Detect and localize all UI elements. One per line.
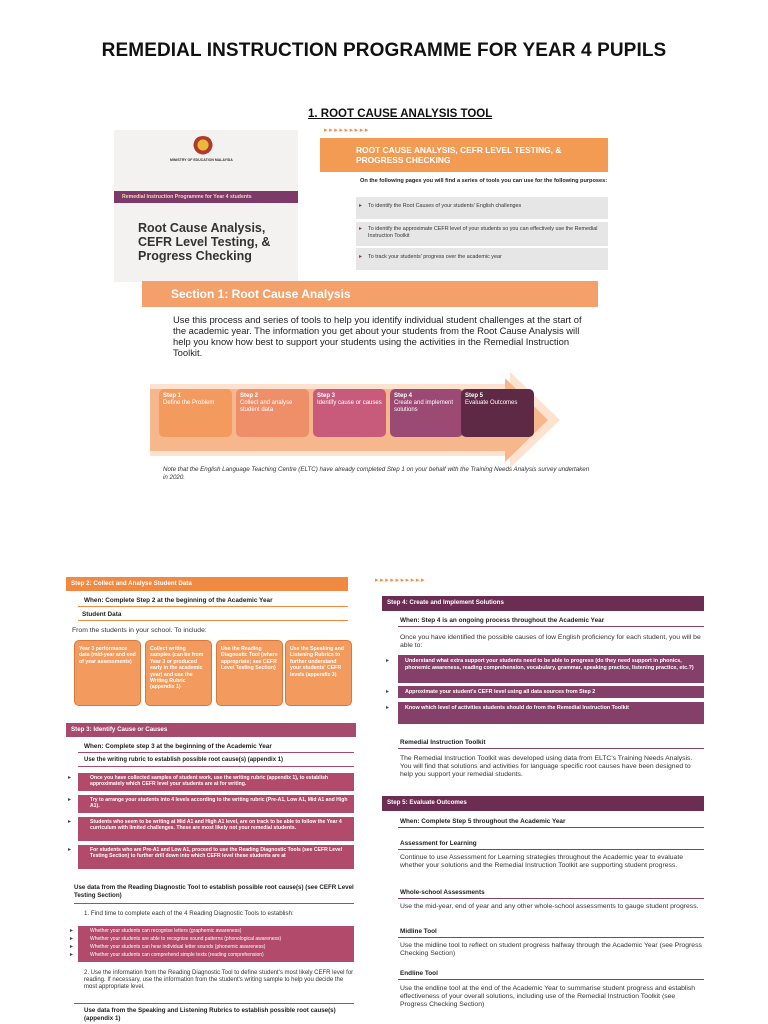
purposes-intro: On the following pages you will find a series of tools you can use for the following purposes: [360,178,608,184]
process-steps [150,372,560,468]
reading-item: ▸ Whether your students are able to recognise sound patterns (phonological awareness) [90,936,281,942]
assessment-text: Continue to use Assessment for Learning strategies throughout the Academic year to evaluate whether your solutions and the Remedial Instruction Toolkit are supporting student progress. [400,854,683,869]
step-3: Step 3 Identify cause or causes [313,389,386,437]
step-1: Step 1 Define the Problem [159,389,232,437]
step-5: Step 5 Evaluate Outcomes [461,389,534,437]
divider [398,626,704,627]
rubric-heading: Use the writing rubric to establish possible root cause(s) (appendix 1) [84,757,284,763]
data-box: Year 3 performance data (mid-year and end of year assessments) [74,640,141,706]
section1-header: Section 1: Root Cause Analysis [142,281,598,307]
divider [398,937,704,938]
purpose-item: ▸ To track your students' progress over the academic year [356,248,608,270]
assessment-heading: Assessment for Learning [400,840,477,847]
divider [78,766,354,767]
student-data-label: Student Data [82,611,122,618]
cover-title: Root Cause Analysis, CEFR Level Testing, & Progress Checking [138,221,271,263]
divider [78,606,348,607]
divider [398,748,704,749]
endline-text: Use the endline tool at the end of the Academic Year to summarise student progress and establish effectiveness of your overall solutions, including use of the Remedial Instruction Toolkit (see Progress Checking Section) [400,985,696,1008]
step4-intro: Once you have identified the possible causes of low English proficiency for each student, you will be able to: [400,634,701,649]
divider [398,898,704,899]
solution-item: ▸ Know which level of activities students should do from the Remedial Instruction Toolkit [398,702,704,724]
reading-list [78,926,354,962]
solution-item: ▸ Understand what extra support your students need to be able to progress (do they need support in phonics, phonemic awareness, reading comprehension, vocabulary, grammar, speaking practice, listening practice, etc.?) [398,655,704,683]
find-time: 1. Find time to complete each of the 4 Reading Diagnostic Tools to establish: [84,910,294,917]
divider [74,903,354,904]
endline-heading: Endline Tool [400,970,438,977]
rubric-item: ▸ Students who seem to be writing at Mid A1 and High A1 level, are on track to be able to follow the Year 4 curriculum with limited challenges. These are most likely not your remedial students. [78,817,354,841]
ministry-crest-icon [192,136,214,156]
divider [398,849,704,850]
divider [398,827,704,828]
data-box: Use the Speaking and Listening Rubrics to further understand your students' CEFR levels (appendix 3) [285,640,352,706]
divider [78,620,348,621]
rubric-item: ▸ For students who are Pre-A1 and Low A1, proceed to use the Reading Diagnostic Tools (see CEFR Level Testing Section) to further drill down into which CEFR level these students are at [78,845,354,869]
divider [398,979,704,980]
midline-text: Use the midline tool to reflect on student progress halfway through the Academic Year (see Progress Checking Section) [400,942,702,957]
step5-header: Step 5: Evaluate Outcomes [382,796,704,811]
data-box: Collect writing samples (can be from Year 3 or produced early in the academic year) and use the Writing Rubric (appendix 1) [145,640,212,706]
purpose-item: ▸ To identify the Root Causes of your students' English challenges [356,197,608,219]
solution-item: ▸ Approximate your student's CEFR level using all data sources from Step 2 [398,686,704,698]
step4-header: Step 4: Create and Implement Solutions [382,596,704,611]
arrow-decoration: ▸▸▸▸▸▸▸▸▸▸ [375,577,427,584]
cover-image [114,130,298,282]
arrow-decoration: ▸▸▸▸▸▸▸▸▸ [324,127,371,134]
point-2: 2. Use the information from the Reading Diagnostic Tool to define student's most likely CEFR level for reading. If necessary, use the information from the student's writing sample to help you decide the most appropriate level. [84,970,354,990]
reading-item: ▸ Whether your students can hear individual letter sounds (phonemic awareness) [90,944,265,950]
section1-note: Note that the English Language Teaching Centre (ELTC) have already completed Step 1 on your behalf with the Training Needs Analysis survey undertaken in 2020. [163,466,590,481]
step4-when: When: Step 4 is an ongoing process throughout the Academic Year [400,617,605,624]
reading-item: ▸ Whether your students can comprehend simple texts (reading comprehension) [90,952,264,958]
divider [74,1003,354,1004]
whole-school-heading: Whole-school Assessments [400,889,485,896]
step-2: Step 2 Collect and analyse student data [236,389,309,437]
cover-band: Remedial Instruction Programme for Year 4 students [114,191,298,203]
toolkit-heading: Remedial Instruction Toolkit [400,739,486,746]
step3-when: When: Complete step 3 at the beginning of the Academic Year [84,743,272,750]
rubric-item: ▸ Once you have collected samples of student work, use the writing rubric (appendix 1), to establish approximately which CEFR level your students are at for writing. [78,773,354,791]
section1-text: Use this process and series of tools to help you identify individual student challenges at the start of the academic year. The information you get about your students from the Root Cause Analysis will help you know how best to support your students using the activities in the Remedial Instruction Toolkit. [173,314,582,358]
step5-when: When: Complete Step 5 throughout the Academic Year [400,818,566,825]
intro-heading: ROOT CAUSE ANALYSIS, CEFR LEVEL TESTING, & PROGRESS CHECKING [320,138,608,172]
step2-when: When: Complete Step 2 at the beginning of the Academic Year [84,597,273,604]
speaking-heading: Use data from the Speaking and Listening Rubrics to establish possible root cause(s) (appendix 1) [84,1007,336,1022]
page-title: REMEDIAL INSTRUCTION PROGRAMME FOR YEAR 4 PUPILS [101,40,667,61]
toolkit-text: The Remedial Instruction Toolkit was developed using data from ELTC's Training Needs Analysis. You will find that solutions and activities for language specific root causes have been designed to help you support your remedial students. [400,755,693,778]
purpose-item: ▸ To identify the approximate CEFR level of your students so you can effectively use the Remedial Instruction Toolkit [356,222,608,246]
ministry-label: MINISTRY OF EDUCATION MALAYSIA [170,158,233,162]
whole-school-text: Use the mid-year, end of year and any other whole-school assessments to gauge student progress. [400,903,699,910]
divider [78,752,354,753]
midline-heading: Midline Tool [400,928,437,935]
section-heading: 1. ROOT CAUSE ANALYSIS TOOL [308,108,493,120]
step2-header: Step 2: Collect and Analyse Student Data [66,577,348,591]
step3-header: Step 3: Identify Cause or Causes [66,723,356,737]
step2-from: From the students in your school. To include: [72,627,207,634]
step-4: Step 4 Create and implement solutions [390,389,463,437]
data-box: Use the Reading Diagnostic Tool (where appropriate; see CEFR Level Testing Section) [216,640,283,706]
reading-item: ▸ Whether your students can recognise letters (graphemic awareness) [90,928,241,934]
rubric-item: ▸ Try to arrange your students into 4 levels according to the writing rubric (Pre-A1, Low A1, Mid A1 and High A1). [78,795,354,813]
reading-heading: Use data from the Reading Diagnostic Tool to establish possible root cause(s) (see CEFR Level Testing Section) [74,884,354,899]
